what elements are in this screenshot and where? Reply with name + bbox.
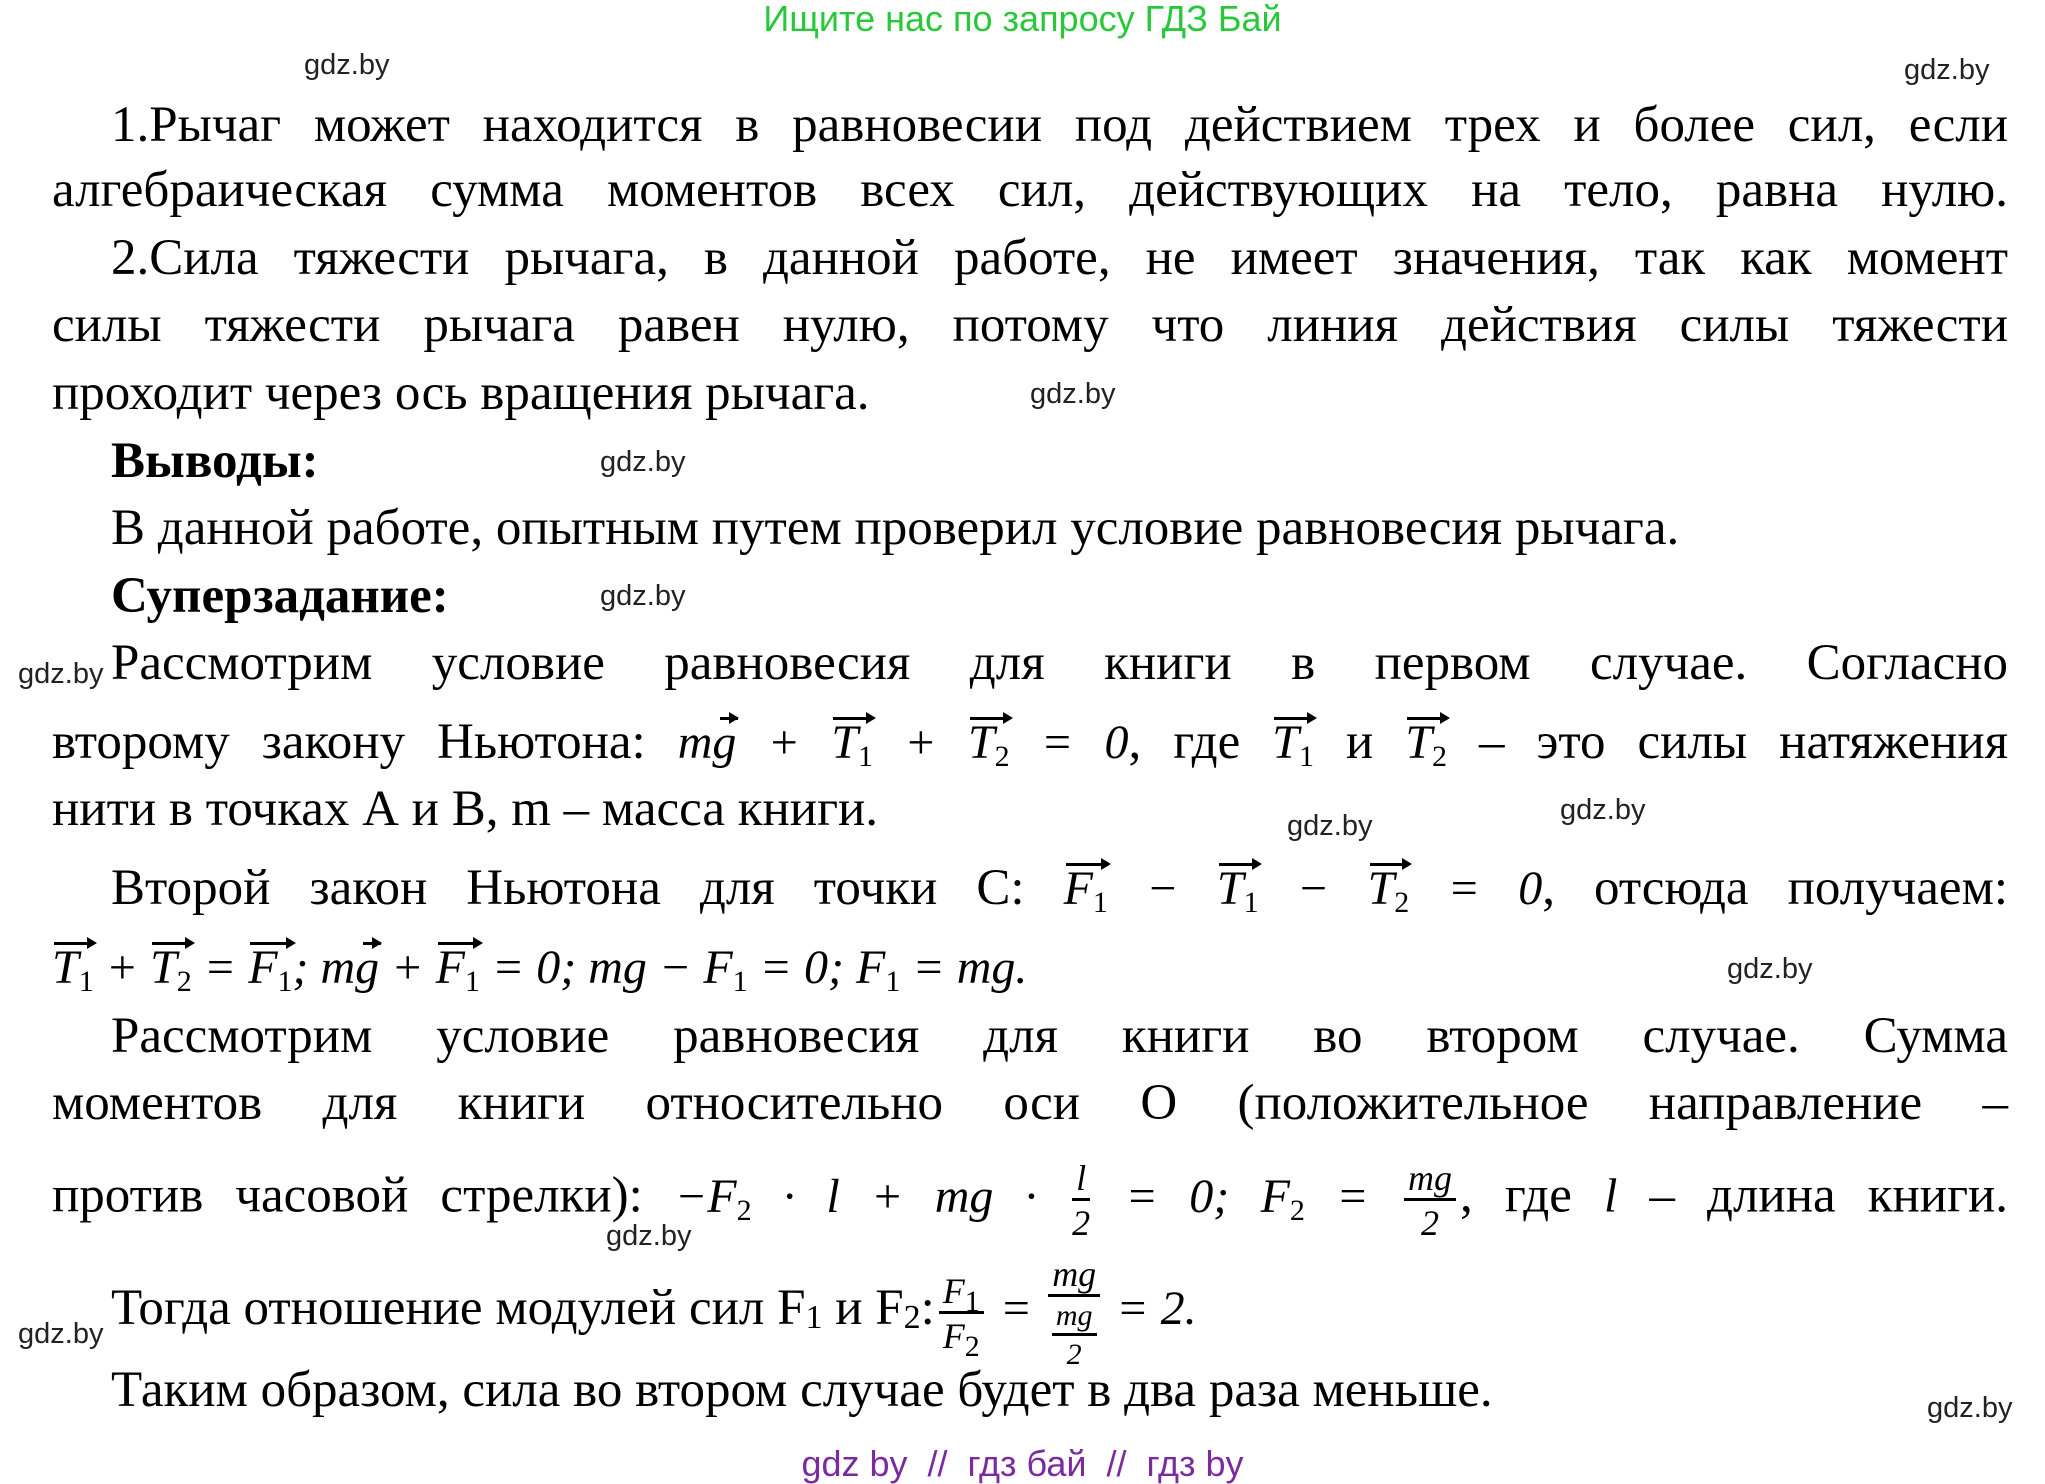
promo-header: Ищите нас по запросу ГДЗ Бай [763, 0, 1282, 39]
watermark: gdz.by [1287, 810, 1373, 842]
formula-line-result: $T_1 + T_2 = F_1$; mg + $F_1 = 0$; mg − $F_1 = 0$; $F_1$ = mg. [52, 941, 1028, 998]
formula-point-c: $F_1 - T_1 - T_2 = 0$ [1063, 862, 1543, 919]
supertask-line-3: нити в точках А и В, m – масса книги. [52, 781, 879, 837]
watermark: gdz.by [1030, 378, 1116, 410]
watermark: gdz.by [1560, 794, 1646, 826]
supertask-line-7: моментов для книги относительно оси О (положительное направление – [52, 1075, 2008, 1131]
text: второму закону Ньютона: [52, 714, 646, 770]
vector-t2: $T_2$ [1405, 716, 1448, 773]
watermark: gdz.by [304, 49, 390, 81]
supertask-line-4: Второй закон Ньютона для точки С: $F_1 - T_1 - T_2 = 0$, отсюда получаем: [111, 860, 2009, 919]
heading-conclusions: Выводы: [111, 433, 319, 489]
watermark: gdz.by [606, 1220, 692, 1252]
watermark: gdz.by [1927, 1392, 2013, 1424]
watermark: gdz.by [1904, 54, 1990, 86]
formula-newton-2: mg + $T_1 + T_2 = 0$ [677, 716, 1129, 773]
footer-links: gdz by // гдз бай // гдз by [801, 1443, 1244, 1484]
watermark: gdz.by [18, 1318, 104, 1350]
watermark: gdz.by [18, 658, 104, 690]
supertask-line-9: Тогда отношение модулей сил F1 и F2: $\frac{F_1}{F_2}$ = $\frac{mg}{\frac{mg}{2}}$ = 2. [111, 1254, 1197, 1371]
paragraph-2-line-3: проходит через ось вращения рычага. [52, 365, 870, 421]
conclusion-text: В данной работе, опытным путем проверил условие равновесия рычага. [111, 500, 1680, 556]
heading-supertask: Суперзадание: [111, 568, 449, 624]
formula-moments: $-F_2 \cdot l$ + mg · $\frac{l}{2}$ = 0; $F_2$ = $\frac{mg}{2}$ [675, 1170, 1460, 1223]
watermark: gdz.by [1727, 953, 1813, 985]
paragraph-2-line-2: силы тяжести рычага равен нулю, потому что линия действия силы тяжести [52, 297, 2008, 353]
supertask-line-8: против часовой стрелки): $-F_2 \cdot l$ + mg · $\frac{l}{2}$ = 0; $F_2$ = $\frac{mg}{2}$ , где l – длина книги. [52, 1158, 2009, 1243]
paragraph-2-line-1: 2.Сила тяжести рычага, в данной работе, не имеет значения, так как момент [111, 230, 2008, 286]
supertask-line-6: Рассмотрим условие равновесия для книги во втором случае. Сумма [111, 1008, 2008, 1064]
watermark: gdz.by [600, 580, 686, 612]
formula-ratio: $\frac{F_1}{F_2}$ = $\frac{mg}{\frac{mg}{2}}$ = 2. [935, 1282, 1197, 1335]
supertask-line-10: Таким образом, сила во втором случае будет в два раза меньше. [111, 1362, 1493, 1418]
paragraph-1-line-2: алгебраическая сумма моментов всех сил, действующих на тело, равна нулю. [52, 162, 2008, 218]
supertask-line-1: Рассмотрим условие равновесия для книги в первом случае. Согласно [111, 635, 2008, 691]
watermark: gdz.by [600, 446, 686, 478]
vector-t1: $T_1$ [1272, 716, 1314, 773]
paragraph-1-line-1: 1.Рычаг может находится в равновесии под действием трех и более сил, если [111, 97, 2008, 153]
supertask-line-2: второму закону Ньютона: mg + $T_1 + T_2 = 0$, где $T_1$ и $T_2$ – это силы натяжения [52, 714, 2009, 773]
